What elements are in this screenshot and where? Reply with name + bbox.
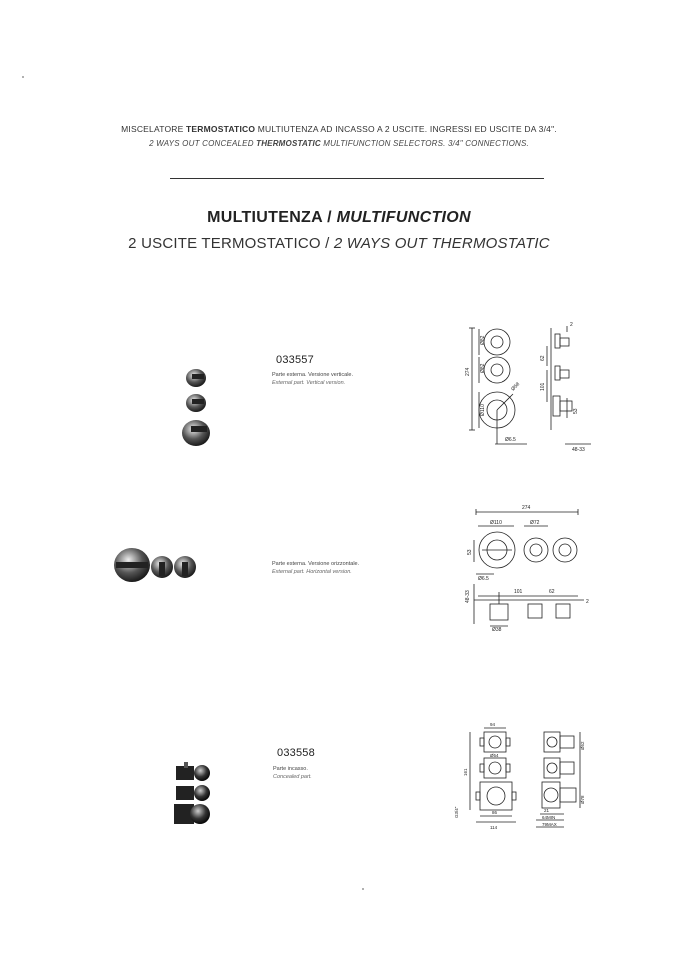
dim-label: 101 xyxy=(514,589,523,595)
dim-label: 2 xyxy=(570,322,573,328)
section-subtitle: 2 USCITE TERMOSTATICO / 2 WAYS OUT THERMOSTATIC xyxy=(128,235,550,252)
description-english: External part. Vertical version. xyxy=(272,380,346,386)
dim-label: Ø72 xyxy=(530,520,540,526)
dim-label: Ø110 xyxy=(480,404,486,416)
dim-label: Ø6.5 xyxy=(505,437,516,443)
dim-label: 274 xyxy=(522,505,531,511)
scan-speck xyxy=(22,76,24,78)
dim-label: 2 xyxy=(586,599,589,605)
dim-label: 48-33 xyxy=(572,447,585,453)
description-italian: Parte esterna. Versione orizzontale. xyxy=(272,561,360,567)
header-italian: MISCELATORE TERMOSTATICO MULTIUTENZA AD INCASSO A 2 USCITE. INGRESSI ED USCITE DA 3/4". xyxy=(121,124,557,134)
dim-label: 53 xyxy=(573,408,579,414)
dim-label: 64MIN xyxy=(542,815,556,820)
technical-drawing-horizontal xyxy=(454,500,594,632)
description-english: Concealed part. xyxy=(273,774,312,780)
scan-speck xyxy=(362,888,364,890)
header-english: 2 WAYS OUT CONCEALED THERMOSTATIC MULTIFUNCTION SELECTORS. 3/4" CONNECTIONS. xyxy=(149,139,529,148)
description-italian: Parte esterna. Versione verticale. xyxy=(272,372,354,378)
dim-label: Ø6.5 xyxy=(478,576,489,582)
product-code: 033558 xyxy=(277,747,315,759)
dim-label: 161 xyxy=(463,768,468,776)
dim-label: Ø110 xyxy=(490,520,502,526)
dim-label: Ø78 xyxy=(580,795,585,804)
product-description xyxy=(273,765,312,781)
dim-label: G3/4" xyxy=(454,806,459,818)
technical-drawing-vertical xyxy=(455,318,595,456)
dim-label: 274 xyxy=(465,367,471,376)
product-description xyxy=(272,560,359,576)
dim-label: 21 xyxy=(544,808,550,813)
product-code: 033557 xyxy=(276,354,314,366)
dim-label: Ø58 xyxy=(510,381,522,393)
dim-label: Ø82 xyxy=(480,363,486,373)
dim-label: Ø52 xyxy=(580,741,585,750)
product-photo-concealed xyxy=(170,762,216,828)
dim-label: 48-33 xyxy=(465,590,471,603)
dim-label: 79MAX xyxy=(542,822,557,827)
dim-label: 101 xyxy=(540,382,546,391)
dim-label: 62 xyxy=(549,589,555,595)
product-photo-vertical xyxy=(176,364,216,456)
dim-label: 86 xyxy=(492,810,498,815)
dim-label: Ø54 xyxy=(490,753,499,758)
product-description xyxy=(272,371,353,387)
technical-drawing-concealed xyxy=(452,720,602,832)
description-english: External part. Horizontal version. xyxy=(272,569,352,575)
dim-label: Ø82 xyxy=(480,335,486,345)
dim-label: 53 xyxy=(467,549,473,555)
dim-label: 114 xyxy=(490,825,498,830)
dim-label: Ø38 xyxy=(492,627,502,632)
product-photo-horizontal xyxy=(112,544,198,586)
dim-label: 94 xyxy=(490,722,496,727)
dim-label: 62 xyxy=(540,355,546,361)
header-divider xyxy=(170,178,544,179)
description-italian: Parte incasso. xyxy=(273,766,308,772)
section-title: MULTIUTENZA / MULTIFUNCTION xyxy=(207,209,471,226)
